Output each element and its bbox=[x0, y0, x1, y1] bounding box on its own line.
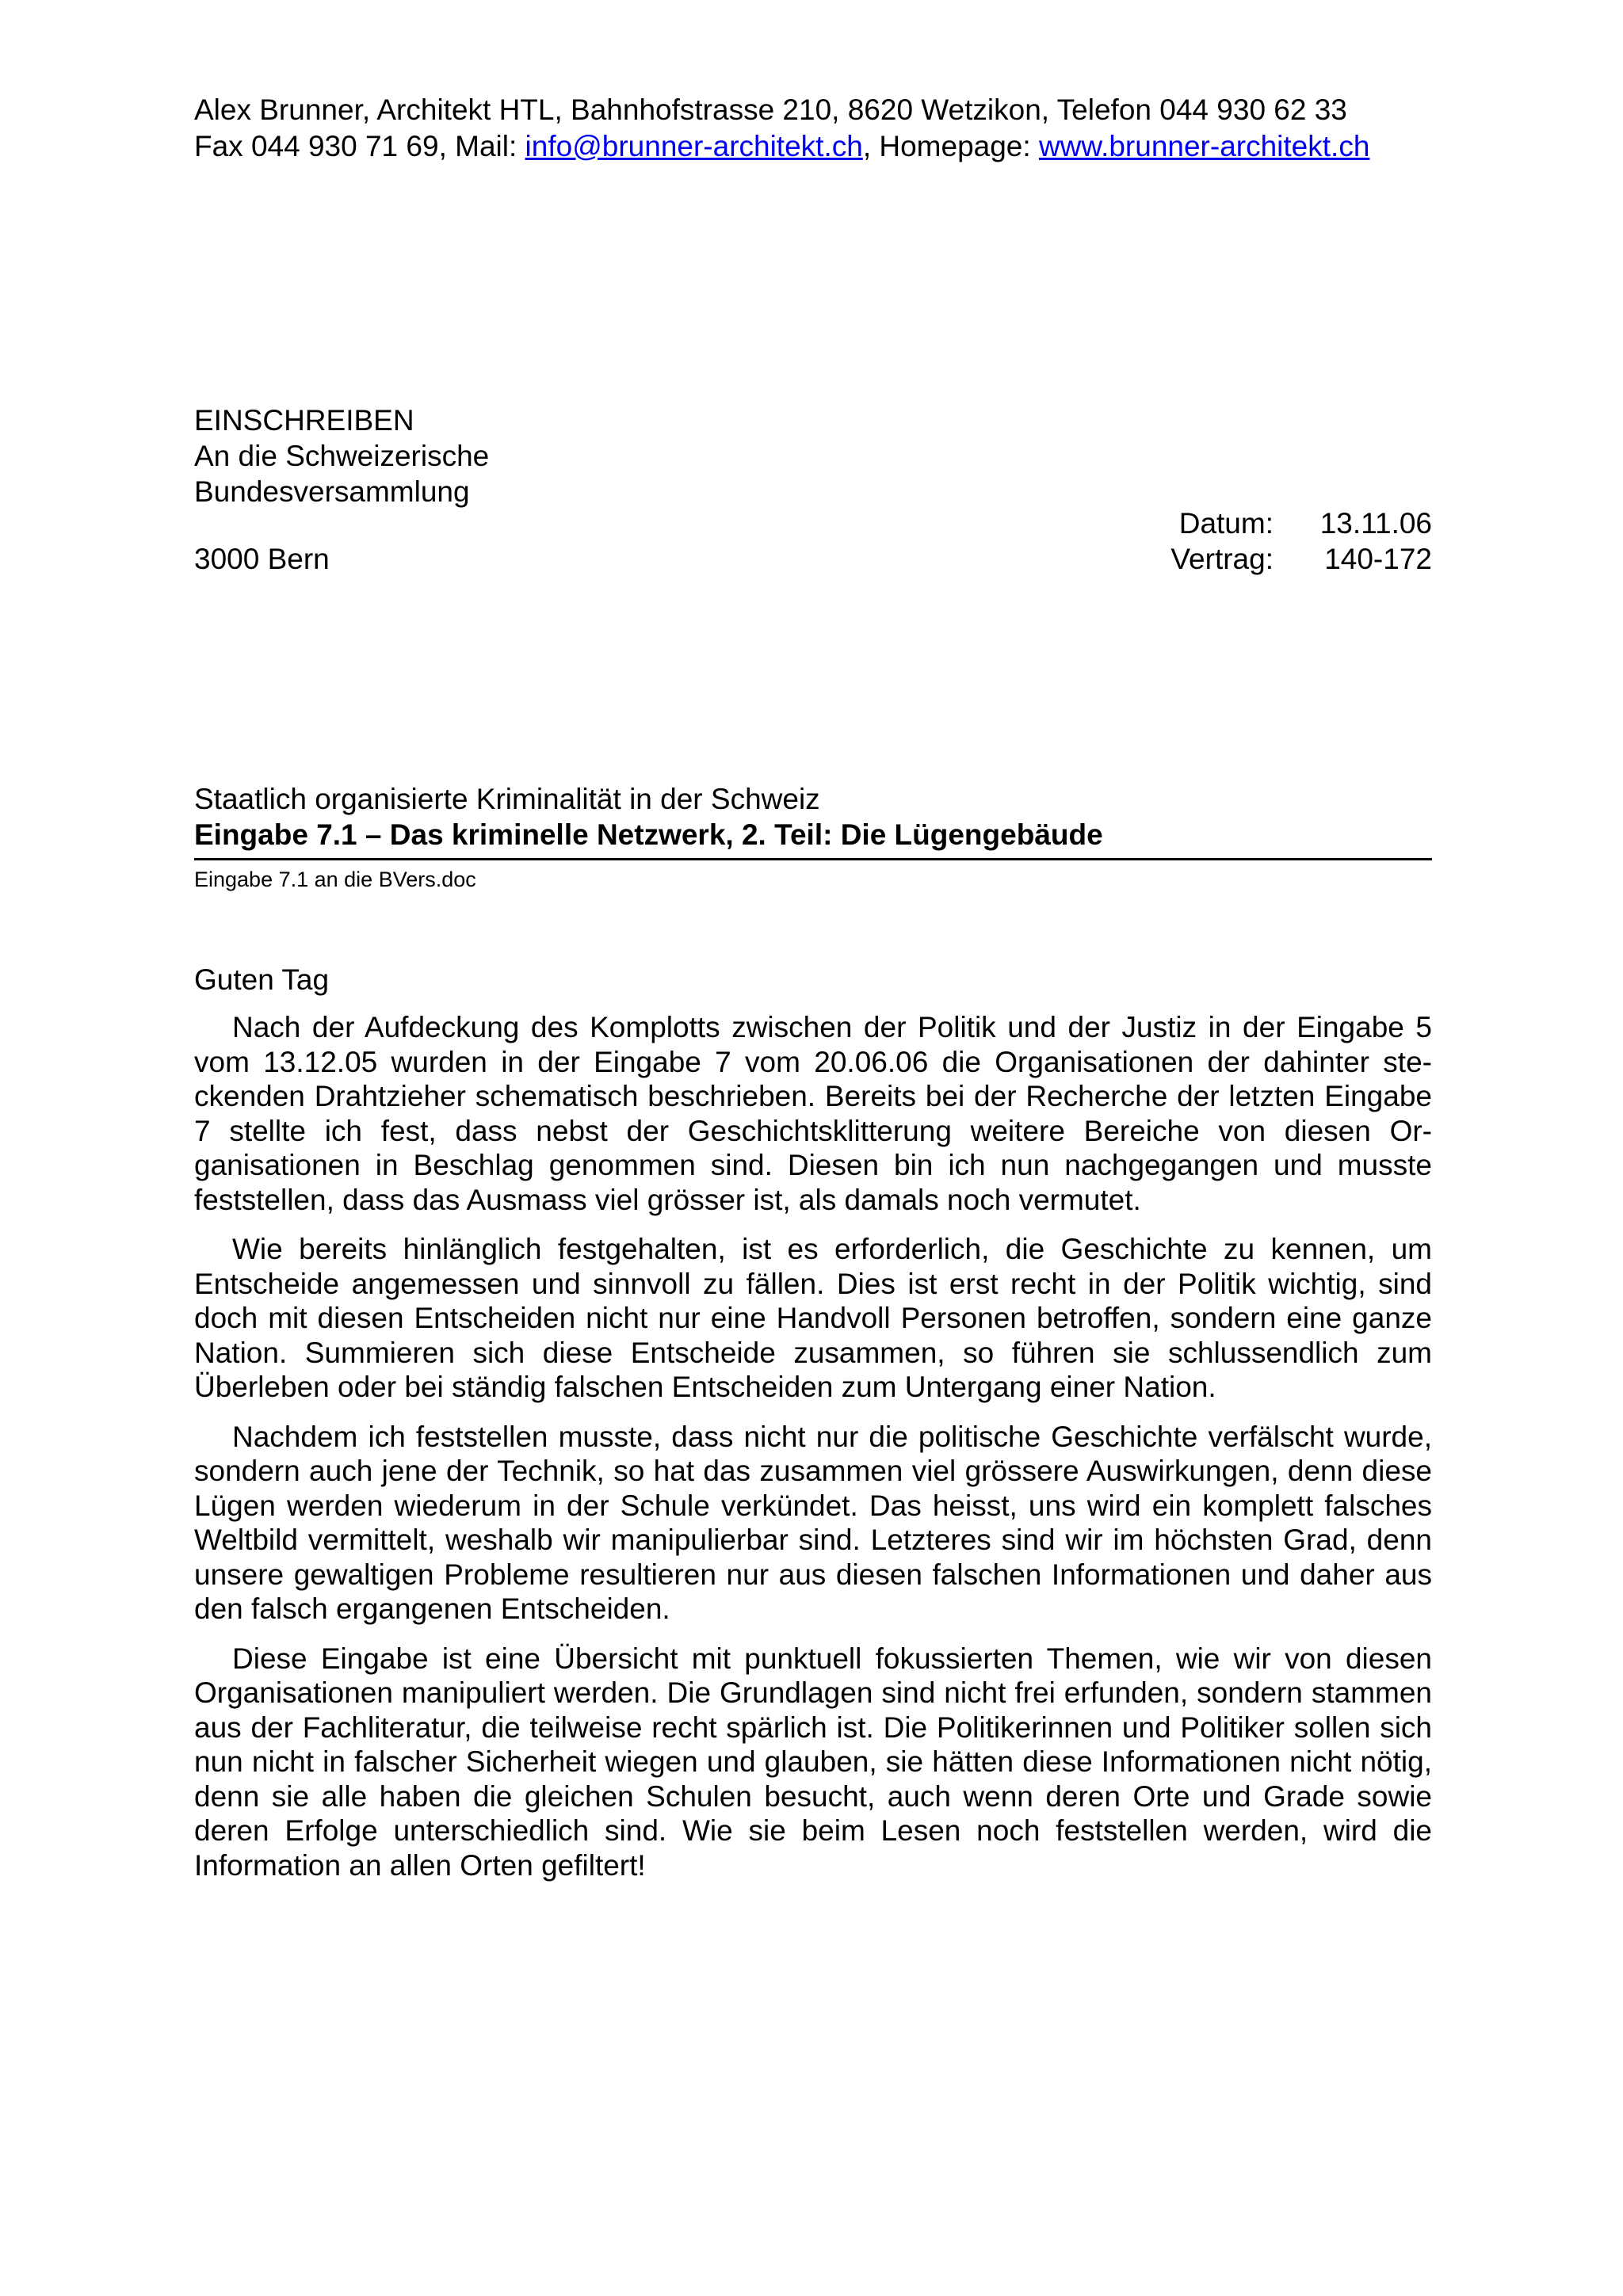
letter-body bbox=[194, 1010, 1432, 1897]
recipient-line-2: An die Schweizerische bbox=[194, 440, 490, 472]
body-paragraph: Nach der Aufdeckung des Komplotts zwischen der Politik und der Justiz in der Eingabe 5 vom 13.12.05 wurden in der Eingabe 7 vom 20.06.06 die Organisationen der dahinter steckenden Drahtzieher schematisch beschrieben. Bereits bei der Recherche der letzten Eingabe 7 stellte ich fest, dass nebst der Geschichtsklitterung weitere Bereiche von diesen Organisationen in Beschlag genommen sind. Diesen bin ich nun nachgegangen und musste feststellen, dass das Ausmass viel grösser ist, als damals noch vermutet. bbox=[194, 1011, 1432, 1216]
homepage-link[interactable]: www.brunner-architekt.ch bbox=[1038, 130, 1370, 162]
contract-label: Vertrag: bbox=[1170, 543, 1274, 575]
letterhead bbox=[194, 92, 1432, 165]
date-row bbox=[1155, 505, 1432, 541]
subject-line: Staatlich organisierte Kriminalität in der Schweiz bbox=[194, 783, 820, 815]
subject-block bbox=[194, 781, 1432, 852]
date-label: Datum: bbox=[1178, 507, 1274, 540]
letter-meta bbox=[1155, 505, 1432, 577]
recipient-address bbox=[194, 402, 489, 509]
letterhead-line-2 bbox=[194, 128, 1432, 165]
date-value: 13.11.06 bbox=[1319, 507, 1432, 540]
document-filename: Eingabe 7.1 an die BVers.doc bbox=[194, 868, 476, 891]
fax-text: Fax 044 930 71 69, Mail: bbox=[194, 130, 525, 162]
body-paragraph: Wie bereits hinlänglich festgehalten, ist es erforderlich, die Geschichte zu kennen, um Entscheide angemessen und sinnvoll zu fällen. Dies ist erst recht in der Politik wichtig, sind doch mit diesen Entscheiden nicht nur eine Handvoll Personen betroffen, sondern eine ganze Nation. Summieren sich diese Entscheide zusammen, so führen sie schlussendlich zum Überleben oder bei ständig falschen Entscheiden zum Untergang einer Nation. bbox=[194, 1233, 1432, 1403]
contract-value: 140-172 bbox=[1324, 543, 1432, 575]
registered-mail-label: EINSCHREIBEN bbox=[194, 404, 414, 437]
subject-title: Eingabe 7.1 – Das kriminelle Netzwerk, 2. Teil: Die Lügengebäude bbox=[194, 818, 1103, 851]
subject-divider bbox=[194, 858, 1432, 860]
body-paragraph: Nachdem ich feststellen musste, dass nicht nur die politische Geschichte verfälscht wurde, sondern auch jene der Technik, so hat das zusammen viel grössere Auswirkungen, denn diese Lügen werden wiederum in der Schule verkündet. Das heisst, uns wird ein komplett falsches Weltbild vermittelt, weshalb wir manipulierbar sind. Letzteres sind wir im höchsten Grad, denn unsere gewaltigen Probleme resultieren nur aus diesen falschen Informationen und daher aus den falsch ergangenen Entscheiden. bbox=[194, 1420, 1432, 1625]
recipient-city: 3000 Bern bbox=[194, 543, 330, 575]
body-paragraph: Diese Eingabe ist eine Übersicht mit punktuell fokussierten Themen, wie wir von diesen Organisationen manipuliert werden. Die Grundlagen sind nicht frei erfunden, sondern stammen aus der Fachliteratur, die teilweise recht spärlich ist. Die Politikerinnen und Politiker sollen sich nun nicht in falscher Sicherheit wiegen und glauben, sie hätten diese Informationen nicht nötig, denn sie alle haben die gleichen Schulen besucht, auch wenn deren Orte und Grade sowie deren Erfolge unterschiedlich sind. Wie sie beim Lesen noch feststellen werden, wird die Information an allen Orten gefiltert! bbox=[194, 1642, 1432, 1882]
contract-row bbox=[1155, 541, 1432, 577]
letter-page bbox=[194, 0, 1432, 2296]
email-link[interactable]: info@brunner-architekt.ch bbox=[525, 130, 863, 162]
recipient-line-3: Bundesversammlung bbox=[194, 475, 470, 508]
letterhead-line-1: Alex Brunner, Architekt HTL, Bahnhofstrasse 210, 8620 Wetzikon, Telefon 044 930 62 33 bbox=[194, 93, 1347, 126]
greeting: Guten Tag bbox=[194, 963, 330, 996]
homepage-label: , Homepage: bbox=[862, 130, 1039, 162]
